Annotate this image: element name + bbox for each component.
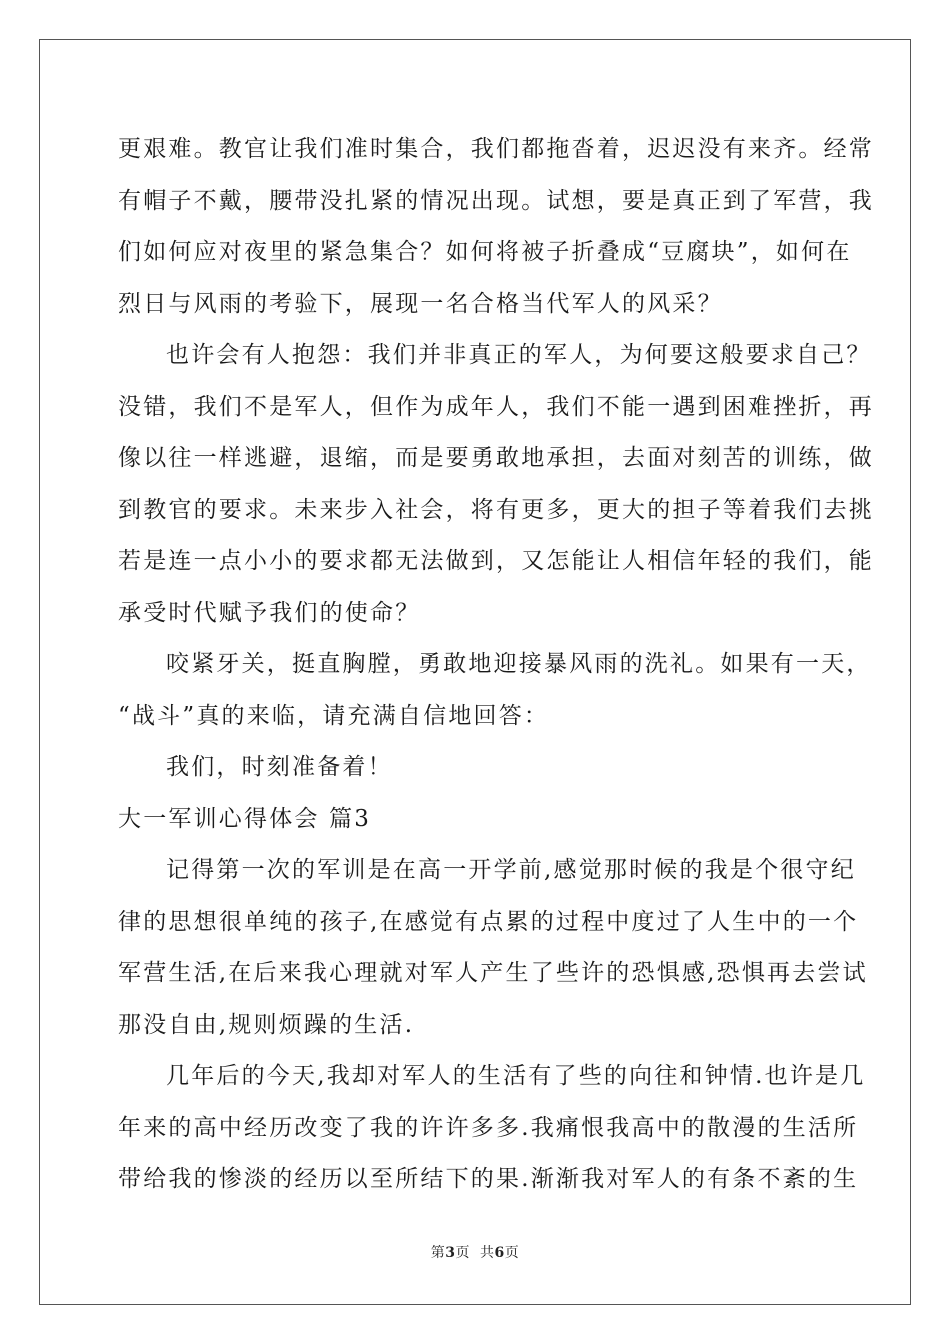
text-line: 承受时代赋予我们的使命？: [118, 599, 421, 626]
text-line: “战斗”真的来临，请充满自信地回答：: [118, 702, 550, 729]
document-body: [118, 124, 874, 1206]
text-line: 那没自由,规则烦躁的生活.: [118, 1011, 415, 1038]
section-heading: 大一军训心得体会 篇3: [118, 805, 372, 832]
text-line: 律的思想很单纯的孩子,在感觉有点累的过程中度过了人生中的一个: [118, 908, 859, 935]
footer-prefix: 第: [430, 1245, 446, 1261]
text-line: 带给我的惨淡的经历以至所结下的果.渐渐我对军人的有条不紊的生: [118, 1166, 859, 1192]
text-line: 若是连一点小小的要求都无法做到，又怎能让人相信年轻的我们，能: [118, 548, 874, 574]
text-line: 到教官的要求。未来步入社会，将有更多，更大的担子等着我们去挑: [118, 496, 874, 523]
text-line: 更艰难。教官让我们准时集合，我们都拖沓着，迟迟没有来齐。经常: [118, 136, 874, 162]
paragraph-start: 几年后的今天,我却对军人的生活有了些的向往和钟情.也许是几: [166, 1063, 866, 1089]
text-line: 像以往一样逃避，退缩，而是要勇敢地承担，去面对刻苦的训练，做: [118, 445, 874, 471]
footer-mid: 页 共: [455, 1245, 495, 1261]
footer-suffix: 页: [504, 1245, 520, 1261]
current-page-number: 3: [445, 1245, 456, 1261]
total-pages-number: 6: [494, 1245, 505, 1261]
text-line: 有帽子不戴，腰带没扎紧的情况出现。试想，要是真正到了军营，我: [118, 187, 874, 214]
paragraph-start: 咬紧牙关，挺直胸膛，勇敢地迎接暴风雨的洗礼。如果有一天，: [166, 651, 872, 677]
text-line: 军营生活,在后来我心理就对军人产生了些许的恐惧感,恐惧再去尝试: [118, 960, 868, 986]
text-line: 年来的高中经历改变了我的许许多多.我痛恨我高中的散漫的生活所: [118, 1114, 859, 1141]
paragraph-start: 也许会有人抱怨：我们并非真正的军人，为何要这般要求自己？: [166, 342, 872, 368]
paragraph-start: 记得第一次的军训是在高一开学前,感觉那时候的我是个很守纪: [166, 857, 856, 883]
text-line: 没错，我们不是军人，但作为成年人，我们不能一遇到困难挫折，再: [118, 393, 874, 420]
paragraph-start: 我们，时刻准备着！: [166, 754, 393, 780]
text-line: 烈日与风雨的考验下，展现一名合格当代军人的风采？: [118, 290, 723, 317]
text-line: 们如何应对夜里的紧急集合？如何将被子折叠成“豆腐块”，如何在: [118, 239, 852, 265]
page-footer: [0, 1242, 950, 1262]
